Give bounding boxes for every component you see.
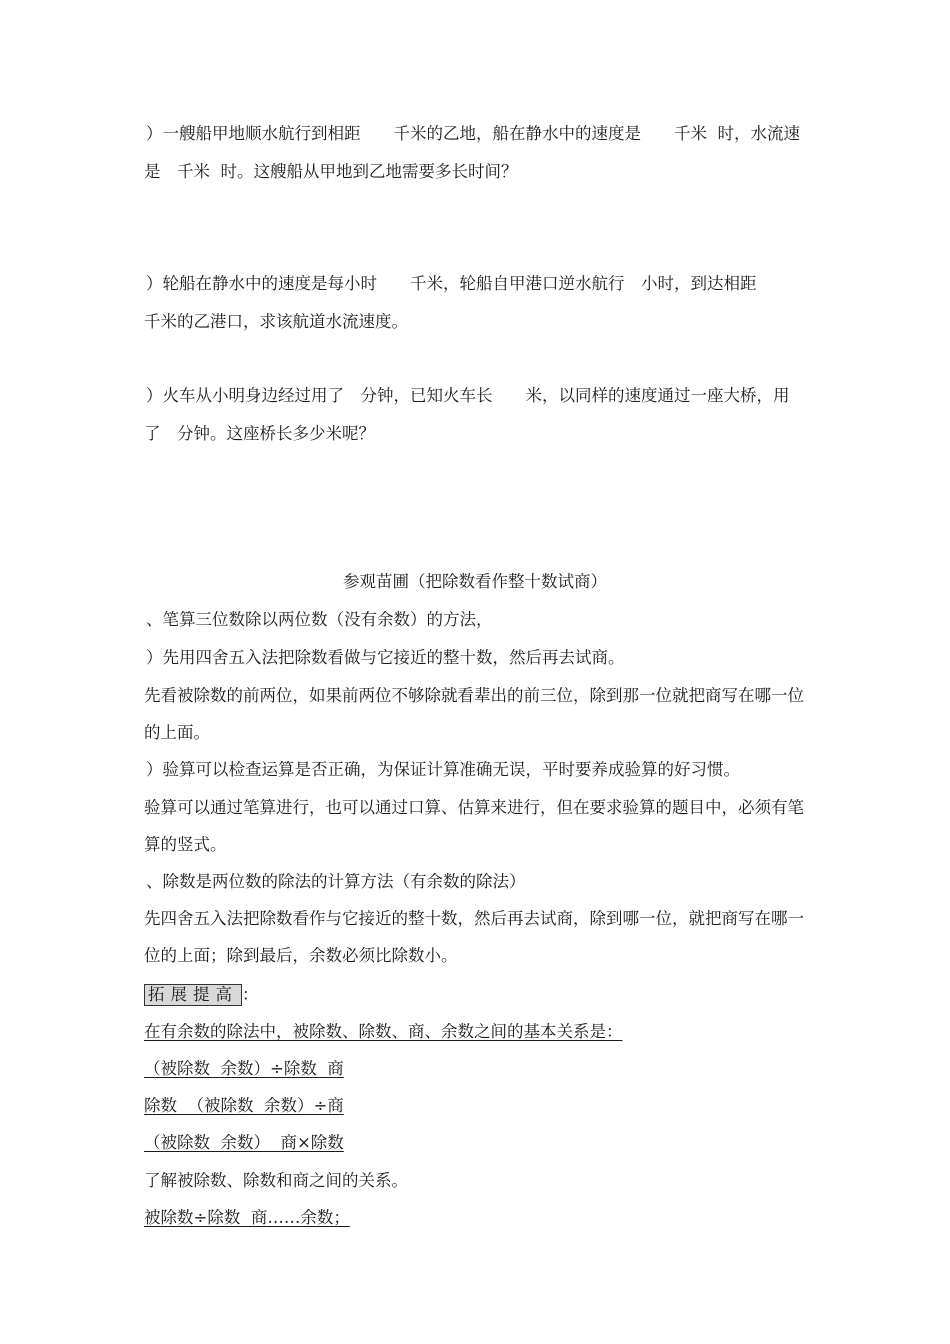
problem-1-line-2: 是 千米 时。这艘船从甲地到乙地需要多长时间？: [144, 162, 518, 181]
problem-2-line-2: 千米的乙港口，求该航道水流速度。: [144, 312, 408, 331]
extend-line-4: （被除数 余数） 商×除数: [144, 1133, 344, 1152]
section-line-10: 位的上面；除到最后，余数必须比除数小。: [144, 946, 458, 965]
section-line-7: 算的竖式。: [144, 835, 227, 854]
section-line-8: 、除数是两位数的除法的计算方法（有余数的除法）: [146, 872, 526, 891]
section-line-2: ）先用四舍五入法把除数看做与它接近的整十数，然后再去试商。: [146, 648, 625, 667]
section-line-6: 验算可以通过笔算进行，也可以通过口算、估算来进行，但在要求验算的题目中，必须有笔: [144, 798, 804, 817]
extend-label: 拓展提高: [144, 984, 242, 1006]
section-line-1: 、笔算三位数除以两位数（没有余数）的方法，: [146, 610, 493, 629]
section-line-3: 先看被除数的前两位，如果前两位不够除就看辈出的前三位，除到那一位就把商写在哪一位: [144, 686, 804, 705]
problem-3-line-2: 了 分钟。这座桥长多少米呢？: [144, 424, 375, 443]
extend-line-3: 除数 （被除数 余数）÷商: [144, 1096, 344, 1115]
section-title: 参观苗圃（把除数看作整十数试商）: [343, 572, 607, 591]
extend-heading: [144, 984, 259, 1006]
section-line-9: 先四舍五入法把除数看作与它接近的整十数，然后再去试商，除到哪一位，就把商写在哪一: [144, 909, 804, 928]
extend-line-2: （被除数 余数）÷除数 商: [144, 1059, 344, 1078]
problem-3-line-1: ）火车从小明身边经过用了 分钟，已知火车长 米，以同样的速度通过一座大桥，用: [146, 386, 790, 405]
extend-line-1: 在有余数的除法中，被除数、除数、商、余数之间的基本关系是：: [144, 1022, 623, 1041]
extend-line-5: 了解被除数、除数和商之间的关系。: [144, 1171, 408, 1190]
problem-2-line-1: ）轮船在静水中的速度是每小时 千米，轮船自甲港口逆水航行 小时，到达相距: [146, 274, 757, 293]
section-line-4: 的上面。: [144, 723, 210, 742]
extend-colon: ：: [242, 985, 259, 1004]
section-line-5: ）验算可以检查运算是否正确，为保证计算准确无误，平时要养成验算的好习惯。: [146, 760, 740, 779]
problem-1-line-1: ）一艘船甲地顺水航行到相距 千米的乙地，船在静水中的速度是 千米 时，水流速: [146, 124, 800, 143]
extend-line-6: 被除数÷除数 商……余数；: [144, 1208, 350, 1227]
